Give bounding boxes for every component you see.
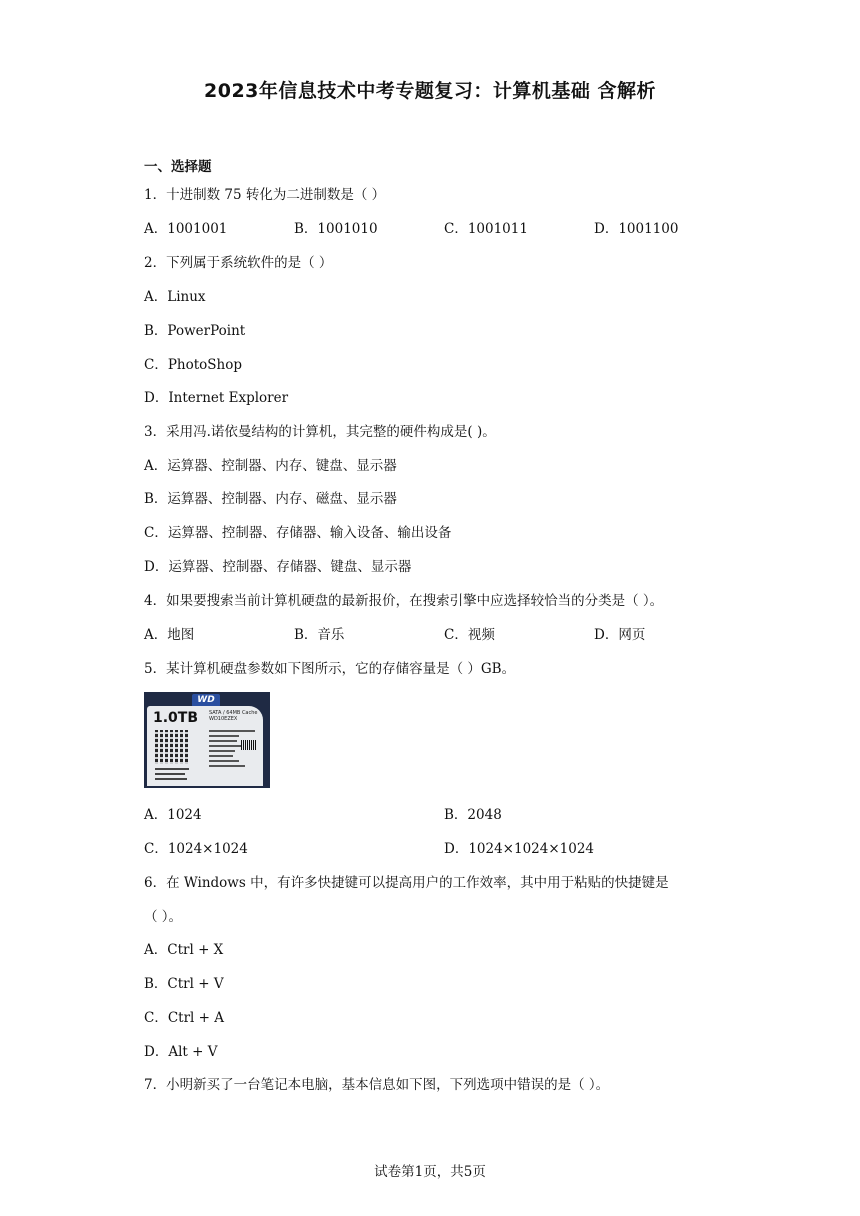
question-1-option-b: B．1001010 [294,221,378,237]
barcode-icon [241,740,257,750]
question-6-option-a: A．Ctrl + X [144,942,224,958]
question-1-option-a: A．1001001 [144,221,228,237]
section-heading: 一、选择题 [144,159,212,175]
question-4-option-b: B．音乐 [294,627,345,643]
question-6-option-d: D．Alt + V [144,1044,218,1060]
question-4-option-a: A．地图 [144,627,195,643]
wd-logo: WD [192,694,220,707]
question-3-option-b: B．运算器、控制器、内存、磁盘、显示器 [144,491,397,507]
question-6-stem-line-2: （ ）。 [144,909,183,925]
hard-disk-label-image [144,692,270,788]
question-5-option-a: A．1024 [144,807,202,823]
question-4-option-d: D．网页 [594,627,646,643]
question-6-option-b: B．Ctrl + V [144,976,224,992]
question-6-option-c: C．Ctrl + A [144,1010,224,1026]
spec-lines [209,730,259,770]
question-6-stem-line-1: 6．在 Windows 中，有许多快捷键可以提高用户的工作效率，其中用于粘贴的快捷键是 [144,875,669,891]
question-1-option-d: D．1001100 [594,221,679,237]
question-5-stem: 5．某计算机硬盘参数如下图所示，它的存储容量是（ ）GB。 [144,661,516,677]
question-7-stem: 7．小明新买了一台笔记本电脑，基本信息如下图，下列选项中错误的是（ ）。 [144,1077,610,1093]
question-5-option-b: B．2048 [444,807,502,823]
small-print-lines [155,768,195,783]
question-5-option-c: C．1024×1024 [144,841,248,857]
question-2-option-a: A．Linux [144,289,206,305]
question-4-stem: 4．如果要搜索当前计算机硬盘的最新报价，在搜索引擎中应选择较恰当的分类是（ ）。 [144,593,664,609]
page-title: 2023年信息技术中考专题复习：计算机基础 含解析 [204,80,656,102]
page-footer: 试卷第1页，共5页 [374,1164,486,1180]
hard-disk-model-line-1: SATA / 64MB Cache [209,710,258,716]
qr-code-icon [155,730,189,764]
hard-disk-sticker [147,706,263,786]
question-3-stem: 3．采用冯.诺依曼结构的计算机，其完整的硬件构成是( )。 [144,424,496,440]
question-2-stem: 2．下列属于系统软件的是（ ） [144,255,333,271]
question-1-stem: 1．十进制数 75 转化为二进制数是（ ） [144,187,386,203]
hard-disk-model-line-2: WD10EZEX [209,716,238,722]
question-3-option-a: A．运算器、控制器、内存、键盘、显示器 [144,458,397,474]
question-3-option-d: D．运算器、控制器、存储器、键盘、显示器 [144,559,412,575]
question-1-option-c: C．1001011 [444,221,528,237]
question-5-option-d: D．1024×1024×1024 [444,841,595,857]
question-2-option-b: B．PowerPoint [144,323,246,339]
question-2-option-c: C．PhotoShop [144,357,243,373]
question-4-option-c: C．视频 [444,627,495,643]
question-3-option-c: C．运算器、控制器、存储器、输入设备、输出设备 [144,525,452,541]
hard-disk-capacity: 1.0TB [153,710,199,726]
question-2-option-d: D．Internet Explorer [144,390,289,406]
hard-disk-model [209,710,258,722]
